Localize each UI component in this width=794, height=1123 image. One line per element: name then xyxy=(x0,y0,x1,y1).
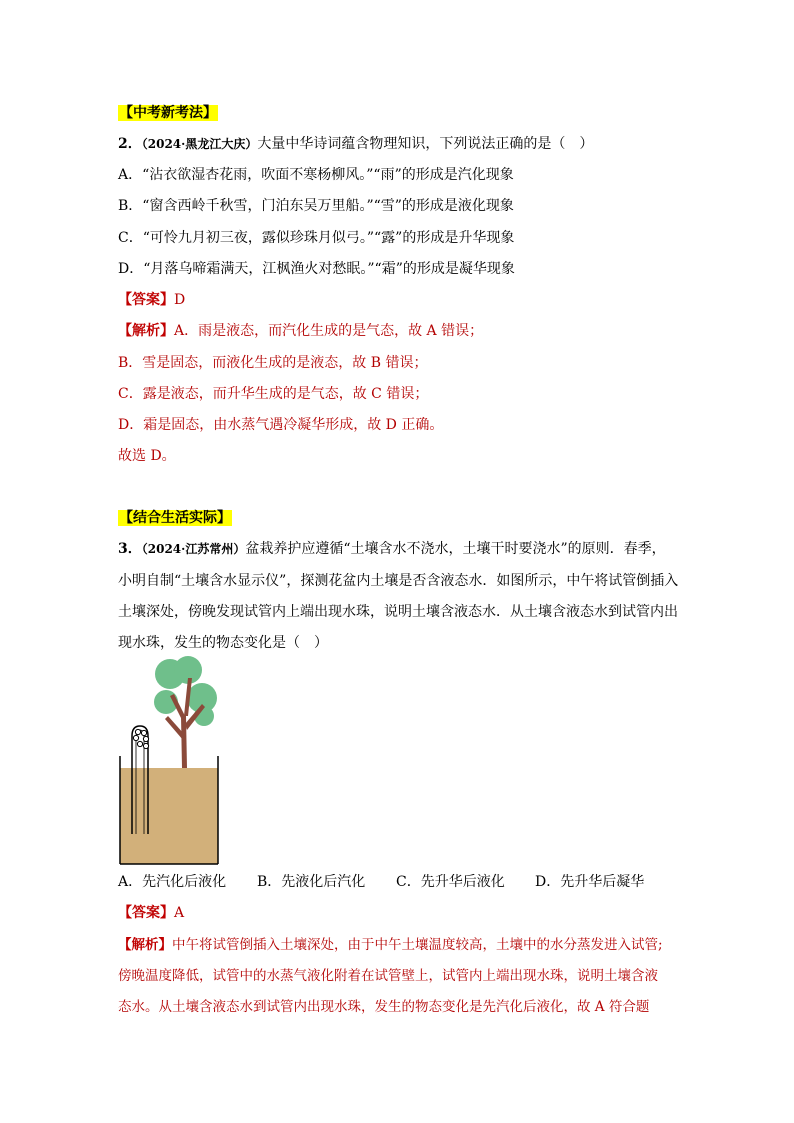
question-number: 2． xyxy=(118,136,142,152)
answer-line xyxy=(118,904,184,922)
question-text-line: 现水珠，发生的物态变化是（ ） xyxy=(118,635,328,651)
answer-value: D xyxy=(174,292,186,308)
analysis-text: 中午将试管倒插入土壤深处，由于中午土壤温度较高，土壤中的水分蒸发进入试管; xyxy=(172,937,663,953)
water-droplet xyxy=(143,736,148,741)
question-source: （2024·江苏常州） xyxy=(141,542,246,556)
choice-c: C．先升华后液化 xyxy=(396,874,505,890)
answer-choices xyxy=(118,873,644,891)
answer-value: A xyxy=(174,905,185,921)
analysis-line: 态水。从土壤含液态水到试管内出现水珠，发生的物态变化是先汽化后液化，故 A 符合题 xyxy=(118,999,650,1015)
choice-d: D．先升华后凝华 xyxy=(535,874,645,890)
soil-moisture-figure xyxy=(118,656,222,866)
water-droplet xyxy=(143,743,148,748)
water-droplet xyxy=(133,735,138,740)
analysis-label: 【解析】 xyxy=(118,937,172,953)
soil-fill xyxy=(120,768,218,864)
analysis-line: B．雪是固态，而液化生成的是液态，故 B 错误； xyxy=(118,355,428,371)
conclusion-line: 故选 D。 xyxy=(118,448,176,464)
section-tag-label: 【中考新考法】 xyxy=(119,105,217,121)
answer-label: 【答案】 xyxy=(118,905,174,921)
question-source: （2024·黑龙江大庆） xyxy=(141,137,258,151)
section-tag-2 xyxy=(118,509,232,527)
analysis-label: 【解析】 xyxy=(118,323,174,339)
water-droplet xyxy=(141,730,146,735)
question-3-stem xyxy=(118,540,666,558)
question-text: 大量中华诗词蕴含物理知识，下列说法正确的是（ ） xyxy=(257,136,594,152)
analysis-line xyxy=(118,936,663,954)
answer-line xyxy=(118,291,185,309)
water-droplet xyxy=(137,741,142,746)
question-text-line: 土壤深处，傍晚发现试管内上端出现水珠，说明土壤含液态水．从土壤含液态水到试管内出 xyxy=(118,604,678,620)
analysis-text: A．雨是液态，而汽化生成的是气态，故 A 错误； xyxy=(174,323,484,339)
choice-a: A．先汽化后液化 xyxy=(118,874,227,890)
option-b: B．“窗含西岭千秋雪，门泊东吴万里船。”“雪”的形成是液化现象 xyxy=(118,198,514,214)
section-tag-1 xyxy=(118,104,218,122)
choice-b: B．先液化后汽化 xyxy=(257,874,366,890)
analysis-line xyxy=(118,322,483,340)
question-text: 盆栽养护应遵循“土壤含水不浇水，土壤干时要浇水”的原则．春季， xyxy=(245,541,666,557)
analysis-line: C．露是液态，而升华生成的是气态，故 C 错误； xyxy=(118,386,429,402)
option-a: A．“沾衣欲湿杏花雨，吹面不寒杨柳风。”“雨”的形成是汽化现象 xyxy=(118,167,514,183)
answer-label: 【答案】 xyxy=(118,292,174,308)
option-d: D．“月落乌啼霜满天，江枫渔火对愁眠。”“霜”的形成是凝华现象 xyxy=(118,261,515,277)
question-2-stem xyxy=(118,135,593,153)
analysis-line: D．霜是固态，由水蒸气遇冷凝华形成，故 D 正确。 xyxy=(118,417,444,433)
option-c: C．“可怜九月初三夜，露似珍珠月似弓。”“露”的形成是升华现象 xyxy=(118,230,515,246)
water-droplet xyxy=(135,729,140,734)
question-text-line: 小明自制“土壤含水显示仪”，探测花盆内土壤是否含液态水．如图所示，中午将试管倒插入 xyxy=(118,573,679,589)
question-number: 3． xyxy=(118,541,142,557)
analysis-line: 傍晚温度降低，试管中的水蒸气液化附着在试管壁上，试管内上端出现水珠，说明土壤含液 xyxy=(118,968,658,984)
section-tag-label: 【结合生活实际】 xyxy=(119,510,231,526)
